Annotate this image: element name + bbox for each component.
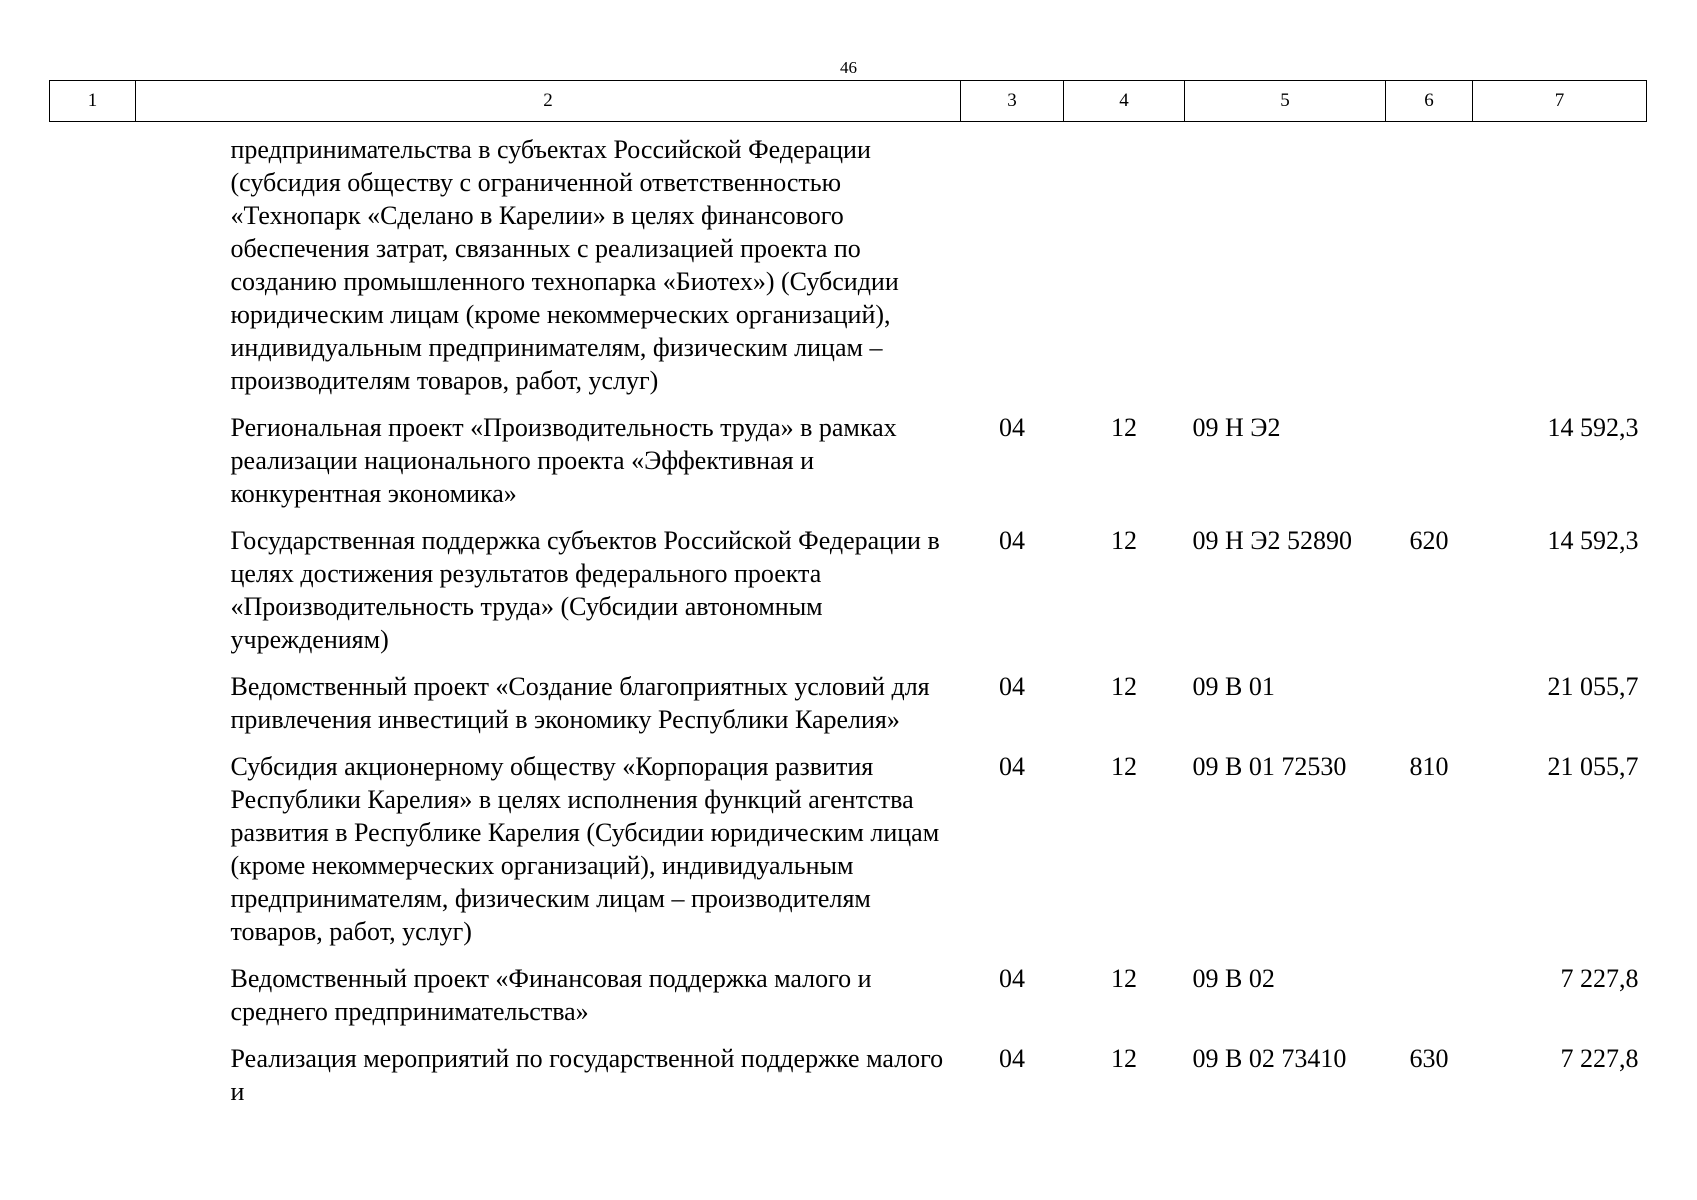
- target-article-code-cell: 09 В 02: [1192, 964, 1275, 993]
- target-article-code-cell: 09 В 02 73410: [1192, 1044, 1347, 1073]
- subsection-code-cell: 12: [1111, 413, 1137, 442]
- item-name-cell: Субсидия акционерному обществу «Корпорация развития Республики Карелия» в целях исполнения функций агентства развития в Республике Карелия (Субсидии юридическим лицам (кроме некоммерческих организаций), индивидуальным предпринимателям, физическим лицам – производителям товаров, работ, услуг): [230, 752, 940, 946]
- row-number-cell: [50, 397, 136, 510]
- section-code-cell: [961, 122, 1064, 398]
- section-code-cell: 04: [999, 526, 1025, 555]
- amount-cell: 14 592,3: [1547, 413, 1639, 442]
- subsection-code-cell: 12: [1111, 526, 1137, 555]
- amount-cell: 21 055,7: [1547, 752, 1639, 781]
- item-name-cell: Государственная поддержка субъектов Российской Федерации в целях достижения результатов федерального проекта «Производительность труда» (Субсидии автономным учреждениям): [230, 526, 940, 654]
- section-code-cell: 04: [999, 964, 1025, 993]
- table-row: [50, 1028, 1647, 1108]
- amount-cell: [1473, 122, 1647, 398]
- header-cell: 2: [136, 81, 961, 122]
- item-name-cell: предпринимательства в субъектах Российской Федерации (субсидия обществу с ограниченной ответственностью «Технопарк «Сделано в Карелии» в целях финансового обеспечения затрат, связанных с реализацией проекта по созданию промышленного технопарка «Биотех») (Субсидии юридическим лицам (кроме некоммерческих организаций), индивидуальным предпринимателям, физическим лицам – производителям товаров, работ, услуг): [230, 135, 899, 395]
- item-name-cell: Реализация мероприятий по государственной поддержке малого и: [230, 1044, 944, 1106]
- subsection-code-cell: [1064, 122, 1185, 398]
- amount-cell: 21 055,7: [1547, 672, 1639, 701]
- item-name-cell: Ведомственный проект «Финансовая поддержка малого и среднего предпринимательства»: [230, 964, 872, 1026]
- header-cell: 4: [1064, 81, 1185, 122]
- expense-type-code-cell: 620: [1409, 526, 1449, 555]
- expense-type-code-cell: [1386, 948, 1473, 1028]
- subsection-code-cell: 12: [1111, 672, 1137, 701]
- header-cell: 3: [961, 81, 1064, 122]
- row-number-cell: [50, 510, 136, 656]
- header-cell: 5: [1185, 81, 1386, 122]
- table-row: [50, 397, 1647, 510]
- table-row: [50, 736, 1647, 948]
- table-row: [50, 510, 1647, 656]
- expense-type-code-cell: [1386, 656, 1473, 736]
- target-article-code-cell: 09 В 01: [1192, 672, 1275, 701]
- target-article-code-cell: 09 Н Э2 52890: [1192, 526, 1352, 555]
- column-number-header: [50, 81, 1647, 122]
- expense-type-code-cell: 630: [1409, 1044, 1449, 1073]
- section-code-cell: 04: [999, 1044, 1025, 1073]
- section-code-cell: 04: [999, 752, 1025, 781]
- amount-cell: 14 592,3: [1547, 526, 1639, 555]
- table-row: [50, 948, 1647, 1028]
- target-article-code-cell: 09 В 01 72530: [1192, 752, 1347, 781]
- row-number-cell: [50, 1028, 136, 1108]
- page-number: 46: [840, 58, 857, 77]
- section-code-cell: 04: [999, 672, 1025, 701]
- target-article-code-cell: [1185, 122, 1386, 398]
- subsection-code-cell: 12: [1111, 1044, 1137, 1073]
- item-name-cell: Ведомственный проект «Создание благоприятных условий для привлечения инвестиций в экономику Республики Карелия»: [230, 672, 930, 734]
- expense-type-code-cell: [1386, 397, 1473, 510]
- row-number-cell: [50, 736, 136, 948]
- expense-type-code-cell: [1386, 122, 1473, 398]
- header-cell: 7: [1473, 81, 1647, 122]
- header-cell: 6: [1386, 81, 1473, 122]
- row-number-cell: [50, 656, 136, 736]
- item-name-cell: Региональная проект «Производительность труда» в рамках реализации национального проекта «Эффективная и конкурентная экономика»: [230, 413, 897, 508]
- subsection-code-cell: 12: [1111, 752, 1137, 781]
- table-row: [50, 656, 1647, 736]
- row-number-cell: [50, 948, 136, 1028]
- section-code-cell: 04: [999, 413, 1025, 442]
- amount-cell: 7 227,8: [1560, 1044, 1639, 1073]
- target-article-code-cell: 09 Н Э2: [1192, 413, 1281, 442]
- amount-cell: 7 227,8: [1560, 964, 1639, 993]
- subsection-code-cell: 12: [1111, 964, 1137, 993]
- expense-type-code-cell: 810: [1409, 752, 1449, 781]
- row-number-cell: [50, 122, 136, 398]
- table-row: [50, 122, 1647, 398]
- header-cell: 1: [50, 81, 136, 122]
- budget-table: [49, 80, 1647, 1108]
